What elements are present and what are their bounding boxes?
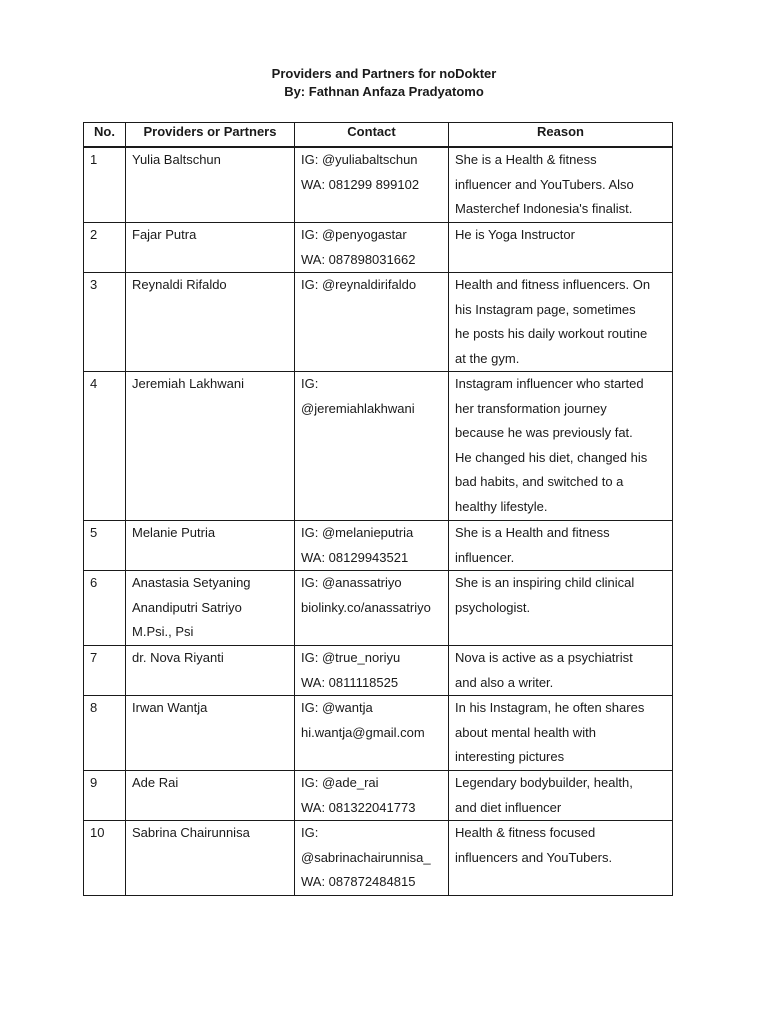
cell-no-text: 1 xyxy=(90,152,98,167)
cell-no xyxy=(84,223,126,273)
header-contact: Contact xyxy=(295,123,449,148)
cell-reason xyxy=(449,646,673,696)
cell-reason-text: She is a Health & fitness influencer and YouTubers. Also Masterchef Indonesia's finalist. xyxy=(455,152,634,216)
cell-name-text: Melanie Putria xyxy=(132,525,216,540)
cell-reason xyxy=(449,223,673,273)
cell-name xyxy=(126,223,295,273)
cell-reason-text: Nova is active as a psychiatrist and also a writer. xyxy=(455,650,633,690)
cell-no-text: 4 xyxy=(90,376,98,391)
cell-contact xyxy=(295,771,449,821)
cell-name-text: Irwan Wantja xyxy=(132,700,208,715)
table-row xyxy=(84,147,673,223)
cell-reason xyxy=(449,521,673,571)
cell-no xyxy=(84,821,126,896)
cell-contact xyxy=(295,646,449,696)
cell-name-text: Yulia Baltschun xyxy=(132,152,221,167)
cell-no xyxy=(84,771,126,821)
cell-reason-text: Legendary bodybuilder, health, and diet influencer xyxy=(455,775,633,815)
cell-reason-text: She is a Health and fitness influencer. xyxy=(455,525,610,565)
table-row xyxy=(84,521,673,571)
cell-name xyxy=(126,771,295,821)
document-title: Providers and Partners for noDokter xyxy=(271,66,497,81)
cell-no-text: 9 xyxy=(90,775,98,790)
cell-contact-text: IG: @reynaldirifaldo xyxy=(301,277,417,292)
cell-no xyxy=(84,147,126,223)
cell-contact-text: IG: @sabrinachairunnisa_ WA: 087872484815 xyxy=(301,825,431,889)
cell-contact xyxy=(295,372,449,521)
header-name: Providers or Partners xyxy=(126,123,295,148)
cell-contact-text: IG: @jeremiahlakhwani xyxy=(301,376,415,416)
table-row xyxy=(84,696,673,771)
cell-no-text: 6 xyxy=(90,575,98,590)
cell-name-text: dr. Nova Riyanti xyxy=(132,650,224,665)
cell-contact xyxy=(295,821,449,896)
cell-reason xyxy=(449,821,673,896)
providers-table xyxy=(83,122,673,896)
cell-name xyxy=(126,147,295,223)
cell-contact-text: IG: @melanieputria WA: 08129943521 xyxy=(301,525,414,565)
cell-contact-text: IG: @wantja hi.wantja@gmail.com xyxy=(301,700,425,740)
cell-name xyxy=(126,273,295,372)
cell-no xyxy=(84,273,126,372)
table-row xyxy=(84,372,673,521)
cell-name-text: Fajar Putra xyxy=(132,227,197,242)
cell-reason xyxy=(449,696,673,771)
cell-reason xyxy=(449,147,673,223)
cell-name-text: Sabrina Chairunnisa xyxy=(132,825,250,840)
cell-name xyxy=(126,646,295,696)
cell-name-text: Anastasia Setyaning Anandiputri Satriyo M.Psi., Psi xyxy=(132,575,251,639)
cell-reason-text: Instagram influencer who started her transformation journey because he was previously fat. He changed his diet, changed his bad habits, and switched to a healthy lifestyle. xyxy=(455,376,648,514)
cell-contact-text: IG: @anassatriyo biolinky.co/anassatriyo xyxy=(301,575,431,615)
cell-no-text: 3 xyxy=(90,277,98,292)
cell-no xyxy=(84,571,126,646)
cell-contact-text: IG: @penyogastar WA: 087898031662 xyxy=(301,227,416,267)
cell-contact-text: IG: @true_noriyu WA: 0811118525 xyxy=(301,650,401,690)
header-reason: Reason xyxy=(449,123,673,148)
cell-name-text: Reynaldi Rifaldo xyxy=(132,277,227,292)
cell-reason xyxy=(449,273,673,372)
cell-no xyxy=(84,521,126,571)
document-byline: By: Fathnan Anfaza Pradyatomo xyxy=(284,84,484,99)
cell-reason-text: In his Instagram, he often shares about mental health with interesting pictures xyxy=(455,700,645,764)
table-row xyxy=(84,571,673,646)
cell-no xyxy=(84,646,126,696)
cell-contact xyxy=(295,147,449,223)
table-row xyxy=(84,223,673,273)
cell-no-text: 5 xyxy=(90,525,98,540)
table-row xyxy=(84,821,673,896)
cell-contact-text: IG: @yuliabaltschun WA: 081299 899102 xyxy=(301,152,420,192)
cell-name-text: Jeremiah Lakhwani xyxy=(132,376,245,391)
header-row xyxy=(84,123,673,148)
table-row xyxy=(84,771,673,821)
table-row xyxy=(84,646,673,696)
cell-name xyxy=(126,696,295,771)
cell-name xyxy=(126,571,295,646)
cell-contact xyxy=(295,223,449,273)
cell-reason-text: Health and fitness influencers. On his Instagram page, sometimes he posts his daily workout routine at the gym. xyxy=(455,277,651,366)
cell-reason-text: He is Yoga Instructor xyxy=(455,227,575,242)
cell-reason xyxy=(449,771,673,821)
cell-reason xyxy=(449,372,673,521)
header-no: No. xyxy=(84,123,126,148)
cell-contact xyxy=(295,696,449,771)
table-row xyxy=(84,273,673,372)
cell-contact xyxy=(295,521,449,571)
table-body xyxy=(84,147,673,896)
cell-contact-text: IG: @ade_rai WA: 081322041773 xyxy=(301,775,416,815)
cell-no-text: 7 xyxy=(90,650,98,665)
cell-name-text: Ade Rai xyxy=(132,775,179,790)
cell-no-text: 2 xyxy=(90,227,98,242)
table-header xyxy=(84,123,673,148)
cell-no xyxy=(84,372,126,521)
cell-name xyxy=(126,521,295,571)
cell-no-text: 8 xyxy=(90,700,98,715)
cell-reason-text: Health & fitness focused influencers and YouTubers. xyxy=(455,825,613,865)
cell-contact xyxy=(295,571,449,646)
cell-contact xyxy=(295,273,449,372)
cell-reason-text: She is an inspiring child clinical psychologist. xyxy=(455,575,635,615)
cell-reason xyxy=(449,571,673,646)
cell-no xyxy=(84,696,126,771)
cell-no-text: 10 xyxy=(90,825,105,840)
page-title xyxy=(0,65,768,101)
cell-name xyxy=(126,372,295,521)
cell-name xyxy=(126,821,295,896)
